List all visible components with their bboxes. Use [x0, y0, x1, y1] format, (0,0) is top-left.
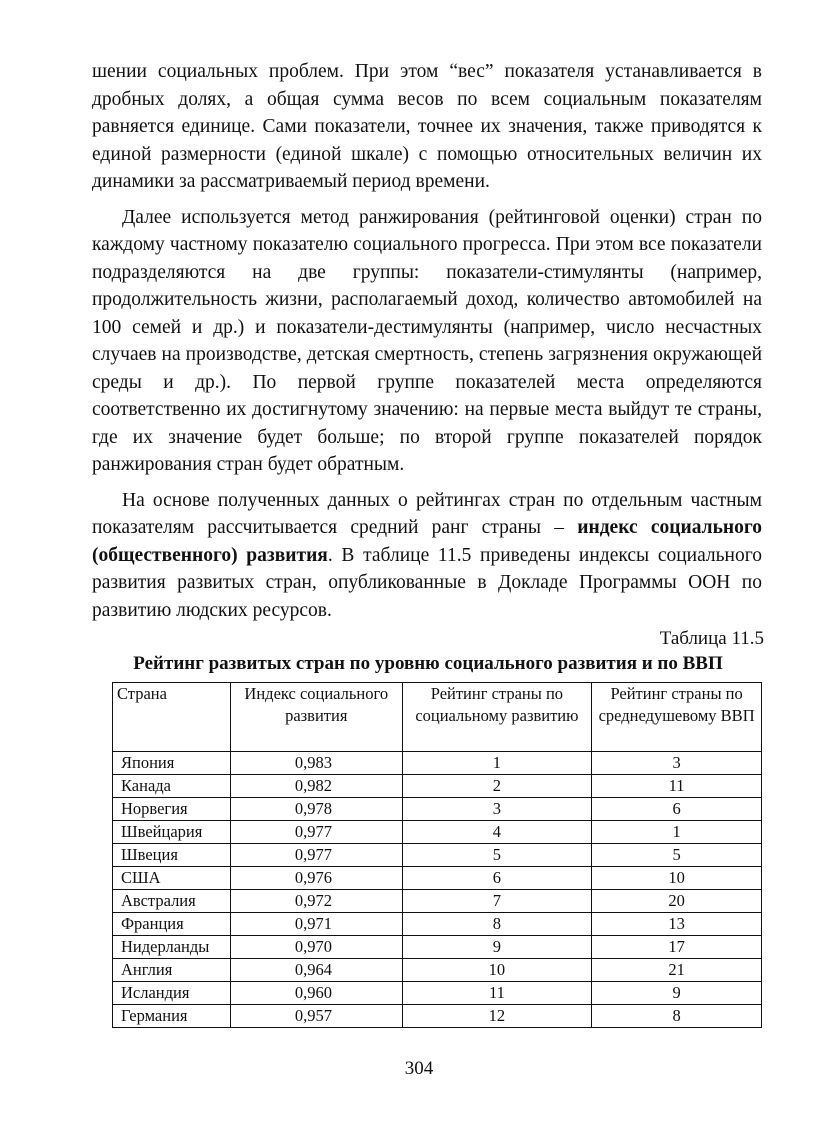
cell-social-index: 0,964 — [230, 959, 402, 982]
cell-social-rank: 12 — [402, 1005, 592, 1028]
cell-social-rank: 9 — [402, 936, 592, 959]
table-row — [113, 982, 762, 1005]
table-row — [113, 913, 762, 936]
cell-country: Швейцария — [113, 821, 231, 844]
table-row — [113, 890, 762, 913]
paragraph-3 — [92, 487, 762, 625]
cell-social-index: 0,971 — [230, 913, 402, 936]
table-label: Таблица 11.5 — [659, 628, 764, 649]
cell-gdp-rank: 11 — [592, 775, 762, 798]
cell-country: Канада — [113, 775, 231, 798]
cell-social-index: 0,970 — [230, 936, 402, 959]
table-row — [113, 775, 762, 798]
cell-country: Япония — [113, 752, 231, 775]
cell-social-index: 0,972 — [230, 890, 402, 913]
table-row — [113, 752, 762, 775]
paragraph-3-text-start: На основе полученных данных о рейтингах стран по отдельным частным показателям рассчитывается средний ранг страны – — [92, 489, 762, 538]
cell-gdp-rank: 9 — [592, 982, 762, 1005]
cell-social-index: 0,960 — [230, 982, 402, 1005]
page-number: 304 — [404, 1058, 434, 1079]
cell-social-rank: 10 — [402, 959, 592, 982]
cell-gdp-rank: 10 — [592, 867, 762, 890]
cell-gdp-rank: 21 — [592, 959, 762, 982]
header-gdp-rank: Рейтинг страны по среднедушевому ВВП — [592, 683, 762, 752]
cell-gdp-rank: 13 — [592, 913, 762, 936]
cell-social-index: 0,982 — [230, 775, 402, 798]
cell-social-rank: 1 — [402, 752, 592, 775]
cell-social-index: 0,976 — [230, 867, 402, 890]
paragraph-1: шении социальных проблем. При этом “вес” показателя устанавливается в дробных долях, а общая сумма весов по всем социальным показателям равняется единице. Сами показатели, точнее их значения, также приводятся к единой размерности (единой шкале) с помощью относительных величин их динамики за рассматриваемый период времени. — [92, 61, 762, 192]
table-row — [113, 959, 762, 982]
header-social-rank: Рейтинг страны по социальному развитию — [402, 683, 592, 752]
cell-gdp-rank: 20 — [592, 890, 762, 913]
cell-social-rank: 11 — [402, 982, 592, 1005]
cell-country: Германия — [113, 1005, 231, 1028]
cell-social-rank: 3 — [402, 798, 592, 821]
cell-social-rank: 2 — [402, 775, 592, 798]
header-country: Страна — [113, 683, 231, 752]
cell-social-rank: 8 — [402, 913, 592, 936]
table-header-row — [113, 683, 762, 752]
cell-gdp-rank: 1 — [592, 821, 762, 844]
cell-social-rank: 5 — [402, 844, 592, 867]
page-body — [92, 58, 762, 624]
table-row — [113, 1005, 762, 1028]
cell-social-index: 0,977 — [230, 844, 402, 867]
cell-social-rank: 6 — [402, 867, 592, 890]
table-row — [113, 936, 762, 959]
table-row — [113, 867, 762, 890]
cell-country: Австралия — [113, 890, 231, 913]
table-row — [113, 798, 762, 821]
cell-gdp-rank: 6 — [592, 798, 762, 821]
cell-social-index: 0,957 — [230, 1005, 402, 1028]
cell-gdp-rank: 3 — [592, 752, 762, 775]
table-title: Рейтинг развитых стран по уровню социального развития и по ВВП — [133, 653, 723, 674]
cell-country: Франция — [113, 913, 231, 936]
paragraph-3-term: индекс социального (общественного) развития — [92, 517, 762, 566]
cell-social-index: 0,983 — [230, 752, 402, 775]
cell-social-rank: 4 — [402, 821, 592, 844]
cell-gdp-rank: 8 — [592, 1005, 762, 1028]
table-row — [113, 844, 762, 867]
table-body — [113, 752, 762, 1028]
cell-country: Швеция — [113, 844, 231, 867]
paragraph-3-text-end: . В таблице 11.5 приведены индексы социального развития развитых стран, опубликованные в Докладе Программы ООН по развитию людских ресурсов. — [92, 544, 762, 621]
cell-gdp-rank: 17 — [592, 936, 762, 959]
cell-gdp-rank: 5 — [592, 844, 762, 867]
cell-social-index: 0,977 — [230, 821, 402, 844]
paragraph-2: Далее используется метод ранжирования (рейтинговой оценки) стран по каждому частному показателю социального прогресса. При этом все показатели подразделяются на две группы: показатели-стимулянты (например, продолжительность жизни, располагаемый доход, количество автомобилей на 100 семей и др.) и показатели-дестимулянты (например, число несчастных случаев на производстве, детская смертность, степень загрязнения окружающей среды и др.). По первой группе показателей места определяются соответственно их достигнутому значению: на первые места выйдут те страны, где их значение будет больше; по второй группе показателей порядок ранжирования стран будет обратным. — [92, 206, 762, 475]
cell-country: Нидерланды — [113, 936, 231, 959]
cell-social-rank: 7 — [402, 890, 592, 913]
table-row — [113, 821, 762, 844]
header-social-index: Индекс социального развития — [230, 683, 402, 752]
cell-country: Норвегия — [113, 798, 231, 821]
rating-table — [112, 682, 762, 1028]
cell-country: США — [113, 867, 231, 890]
cell-country: Исландия — [113, 982, 231, 1005]
cell-country: Англия — [113, 959, 231, 982]
cell-social-index: 0,978 — [230, 798, 402, 821]
